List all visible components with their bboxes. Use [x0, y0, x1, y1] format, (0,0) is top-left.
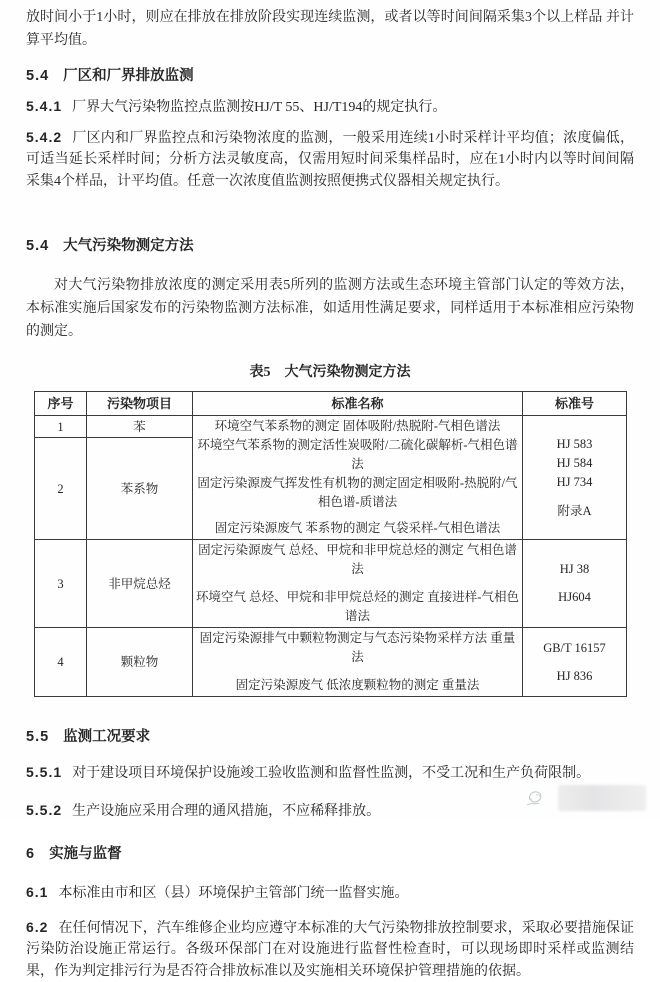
heading-5-4-measurement-methods	[26, 236, 634, 256]
cell-pollutant: 颗粒物	[87, 628, 193, 697]
standard-name-line: 固定污染源废气挥发性有机物的测定固定相吸附-热脱附/气相色谱-质谱法	[196, 474, 519, 512]
table5-caption	[26, 361, 634, 381]
heading-title: 大气污染物测定方法	[63, 238, 194, 254]
standard-code-line: HJ 583	[526, 435, 623, 454]
cell-pollutant: 非甲烷总烃	[87, 540, 193, 628]
clause-number: 6.1	[26, 884, 48, 900]
standard-name-line: 固定污染源废气 总烃、甲烷和非甲烷总烃的测定 气相色谱法	[196, 541, 519, 579]
col-header-standard-name: 标准名称	[193, 392, 523, 416]
standard-name-line: 固定污染源废气 苯系物的测定 气袋采样-气相色谱法	[196, 519, 519, 538]
methods-paragraph: 对大气污染物排放浓度的测定采用表5所列的监测方法或生态环境主管部门认定的等效方法，本标准实施后国家发布的污染物监测方法标准，如适用性满足要求，同样适用于本标准相应污染物的测定。	[26, 274, 634, 343]
cell-no: 1	[35, 416, 87, 438]
table-row-benzene	[35, 416, 627, 438]
clause-6-1	[26, 882, 634, 905]
heading-number: 5.5	[26, 729, 49, 745]
standard-code-line: HJ 734	[526, 473, 623, 492]
cell-standard-codes	[523, 540, 627, 628]
clause-5-4-2	[26, 127, 634, 193]
heading-number: 5.4	[26, 68, 49, 84]
clause-text: 本标准由市和区（县）环境保护主管部门统一监督实施。	[58, 886, 408, 901]
table-row-particulate	[35, 628, 627, 697]
heading-6-implementation-supervision	[26, 844, 634, 864]
standard-name-line: 环境空气苯系物的测定活性炭吸附/二硫化碳解析-气相色谱法	[196, 436, 519, 474]
col-header-pollutant: 污染物项目	[87, 392, 193, 416]
standard-code-line: HJ 836	[526, 667, 623, 686]
clause-text: 在任何情况下，汽车维修企业均应遵守本标准的大气污染物排放控制要求，采取必要措施保证污染防治设施正常运行。各级环保部门在对设施进行监督性检查时，可以现场即时采样或监测结果，作为判定排污行为是否符合排放标准以及实施相关环境保护管理措施的依据。	[26, 921, 634, 979]
col-header-standard-code: 标准号	[523, 392, 627, 416]
cell-pollutant: 苯系物	[87, 438, 193, 540]
col-header-serial: 序号	[35, 392, 87, 416]
cell-standard-names	[193, 540, 523, 628]
clause-number: 5.4.2	[26, 129, 62, 145]
cell-standard-codes	[523, 628, 627, 697]
cell-no: 3	[35, 540, 87, 628]
clause-text: 厂区内和厂界监控点和污染物浓度的监测，一般采用连续1小时采样计平均值；浓度偏低，可适当延长采样时间；分析方法灵敏度高，仅需用短时间采集样品时，应在1小时内以等时间间隔采集4个样品，计平均值。任意一次浓度值监测按照便携式仪器相关规定执行。	[26, 131, 634, 189]
blurred-watermark	[558, 785, 646, 811]
clause-6-2	[26, 917, 634, 982]
cell-pollutant: 苯	[87, 416, 193, 438]
clause-number: 5.4.1	[26, 98, 62, 114]
clause-5-4-1	[26, 96, 634, 119]
clause-text: 对于建设项目环境保护设施竣工验收监测和监督性监测，不受工况和生产负荷限制。	[72, 766, 590, 781]
table-caption-title: 大气污染物测定方法	[285, 365, 411, 380]
standard-code-line: HJ 584	[526, 454, 623, 473]
heading-title: 厂区和厂界排放监测	[63, 68, 194, 84]
standard-name-line: 环境空气苯系物的测定 固体吸附/热脱附-气相色谱法	[196, 417, 519, 436]
table-row-nmhc	[35, 540, 627, 628]
page-watermark	[526, 785, 646, 811]
heading-5-4-plant-boundary-monitoring	[26, 66, 634, 86]
heading-5-5-monitoring-conditions	[26, 727, 634, 747]
clause-text: 生产设施应采用合理的通风措施，不应稀释排放。	[72, 804, 380, 819]
table-caption-number: 表5	[250, 365, 271, 380]
cell-no: 4	[35, 628, 87, 697]
clause-text: 厂界大气污染物监控点监测按HJ/T 55、HJ/T194的规定执行。	[72, 100, 446, 115]
standard-name-line: 环境空气 总烃、甲烷和非甲烷总烃的测定 直接进样-气相色谱法	[196, 588, 519, 626]
heading-number: 5.4	[26, 238, 49, 254]
standard-name-line: 固定污染源废气 低浓度颗粒物的测定 重量法	[196, 676, 519, 695]
clause-5-5-1	[26, 762, 634, 785]
standard-code-line: HJ 38	[526, 560, 623, 579]
clause-number: 5.5.1	[26, 764, 62, 780]
clause-number: 6.2	[26, 919, 48, 935]
standard-code-line: GB/T 16157	[526, 639, 623, 658]
cell-standard-codes-merged	[523, 416, 627, 540]
standard-name-line: 固定污染源排气中颗粒物测定与气态污染物采样方法 重量法	[196, 629, 519, 667]
table-header-row	[35, 392, 627, 416]
stamp-doodle-icon	[526, 786, 552, 810]
table5-measurement-methods	[34, 391, 627, 697]
heading-title: 监测工况要求	[63, 729, 150, 745]
cell-standard-names-merged	[193, 416, 523, 540]
heading-title: 实施与监督	[49, 846, 122, 862]
continued-paragraph: 放时间小于1小时，则应在排放在排放阶段实现连续监测，或者以等时间间隔采集3个以上样品 并计算平均值。	[26, 6, 634, 52]
standard-code-line: 附录A	[526, 502, 623, 521]
cell-standard-names	[193, 628, 523, 697]
clause-number: 5.5.2	[26, 802, 62, 818]
standard-code-line: HJ604	[526, 588, 623, 607]
cell-no: 2	[35, 438, 87, 540]
heading-number: 6	[26, 846, 35, 862]
